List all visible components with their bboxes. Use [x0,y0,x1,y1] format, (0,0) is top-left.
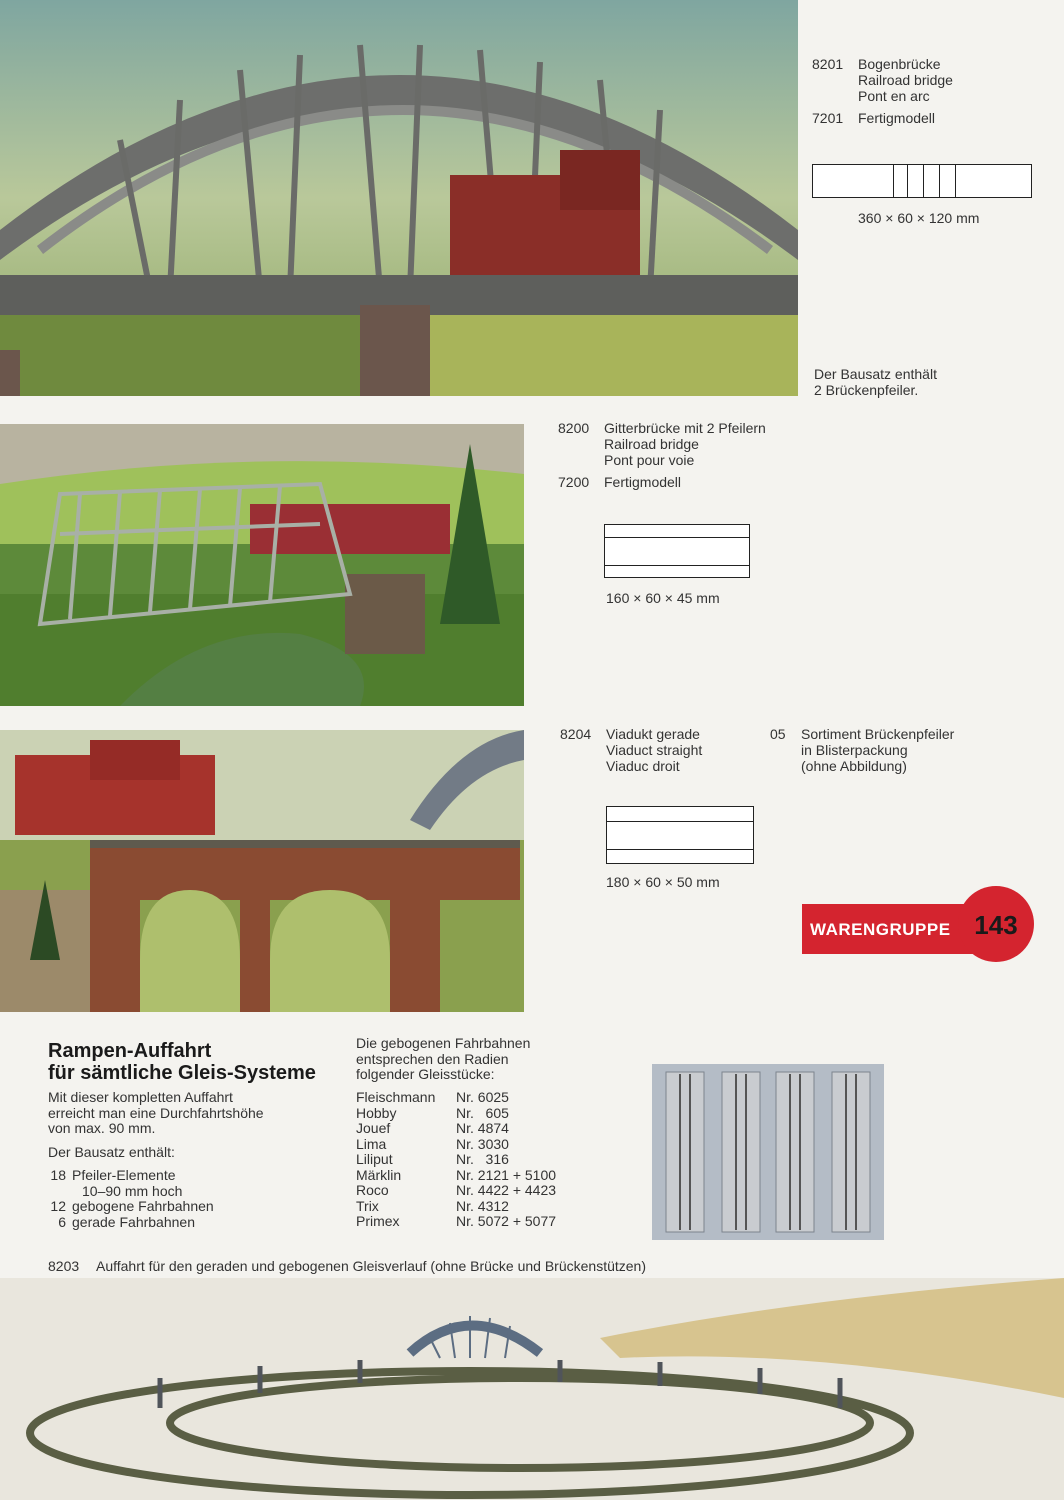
product-8201 [812,56,953,104]
brand-name: Märklin [356,1166,402,1183]
brand-row [356,1121,556,1137]
product-name-de: Bogenbrücke [858,56,941,72]
ramp-title [48,1040,316,1084]
caption-text: Auffahrt für den geraden und gebogenen Gleisverlauf (ohne Brücke und Brückenstützen) [96,1258,646,1274]
kit-item [42,1168,214,1184]
radii-intro [356,1036,530,1083]
radii-intro-line: Die gebogenen Fahrbahnen [356,1035,531,1051]
brand-number: Nr. 5072 + 5077 [456,1213,557,1229]
product-number: 8200 [558,420,590,436]
model-7201 [812,110,935,126]
dimension-diagram-8201 [812,164,1032,198]
model-label: Fertigmodell [604,474,682,490]
kit-qty: 6 [58,1213,66,1230]
brand-name: Primex [356,1213,400,1229]
ramp-intro [48,1090,264,1137]
kit-note-line: Der Bausatz enthält [814,366,937,382]
ramp-title-line: für sämtliche Gleis-Systeme [48,1062,316,1084]
category-number: 143 [974,910,1018,940]
category-number-circle [958,886,1034,962]
ramp-layout-photo [0,1278,1064,1500]
kit-qty: 12 [50,1198,66,1214]
intro-line: von max. 90 mm. [48,1120,156,1136]
brand-number: Nr. 6025 [456,1089,509,1105]
kit-item [42,1199,214,1215]
model-number: 7201 [812,110,844,126]
brand-row [356,1214,556,1230]
product-name-de: Gitterbrücke mit 2 Pfeilern [604,420,766,436]
ramp-title-line: Rampen-Auffahrt [48,1040,212,1062]
category-badge [802,904,980,954]
brand-name: Lima [356,1135,387,1152]
brand-row [356,1152,556,1168]
product-8200 [558,420,766,468]
product-number: 05 [770,726,786,742]
kit-heading: Der Bausatz enthält: [48,1144,175,1160]
kit-qty: 18 [50,1167,66,1183]
dimensions-8204: 180 × 60 × 50 mm [606,874,720,890]
brand-number: Nr. 4874 [456,1120,509,1136]
badge-label: WARENGRUPPE [810,920,951,939]
product-name-fr: Pont pour voie [604,452,695,468]
brand-row [356,1199,556,1215]
brand-row [356,1106,556,1122]
kit-note-line: 2 Brückenpfeiler. [814,382,919,398]
brand-number: Nr. 4312 [456,1197,509,1214]
product-name-en: Viaduct straight [606,742,703,758]
kit-text: Pfeiler-Elemente [72,1167,176,1183]
product-name-fr: Viaduc droit [606,758,680,774]
brand-name: Jouef [356,1120,391,1136]
brand-number: Nr. 605 [456,1104,509,1121]
product-number: 8201 [812,56,844,72]
intro-line: Mit dieser kompletten Auffahrt [48,1089,233,1105]
ramp-caption [48,1258,646,1274]
brand-row [356,1137,556,1153]
brand-number: Nr. 4422 + 4423 [456,1182,557,1198]
brand-name: Fleischmann [356,1089,436,1105]
dimensions-8201: 360 × 60 × 120 mm [858,210,980,226]
track-segments-photo [652,1064,884,1240]
model-7200 [558,474,681,490]
caption-number: 8203 [48,1258,80,1274]
product-8204 [560,726,702,774]
kit-list [42,1168,214,1230]
brand-number: Nr. 2121 + 5100 [456,1166,557,1183]
brand-name: Hobby [356,1104,397,1121]
dimensions-8200: 160 × 60 × 45 mm [606,590,720,606]
brand-row [356,1168,556,1184]
kit-item [42,1215,214,1231]
brand-row [356,1090,556,1106]
dimension-diagram-8204 [606,806,754,864]
brand-name: Liliput [356,1151,393,1167]
product-name-fr: Pont en arc [858,88,930,104]
radii-intro-line: folgender Gleisstücke: [356,1066,495,1082]
intro-line: erreicht man eine Durchfahrtshöhe [48,1104,264,1121]
kit-text: gebogene Fahrbahnen [72,1198,214,1214]
radii-intro-line: entsprechen den Radien [356,1050,509,1067]
product-name-en: Railroad bridge [604,436,699,452]
brand-list [356,1090,556,1230]
truss-bridge-photo [0,424,524,706]
kit-item-sub [42,1184,214,1200]
dimension-diagram-8200 [604,524,750,578]
viaduct-photo [0,730,524,1012]
product-line: Sortiment Brückenpfeiler [801,726,955,742]
kit-text: gerade Fahrbahnen [72,1213,195,1230]
product-line: (ohne Abbildung) [801,758,907,774]
product-05 [770,726,954,774]
arch-bridge-photo [0,0,798,396]
brand-number: Nr. 3030 [456,1135,509,1152]
product-number: 8204 [560,726,592,742]
model-number: 7200 [558,474,590,490]
product-line: in Blisterpackung [801,742,908,758]
brand-number: Nr. 316 [456,1151,509,1167]
kit-note-8201 [814,366,937,398]
product-name-de: Viadukt gerade [606,726,700,742]
product-name-en: Railroad bridge [858,72,953,88]
model-label: Fertigmodell [858,110,936,126]
brand-name: Trix [356,1197,379,1214]
kit-subtext: 10–90 mm hoch [82,1182,183,1199]
brand-name: Roco [356,1182,389,1198]
brand-row [356,1183,556,1199]
